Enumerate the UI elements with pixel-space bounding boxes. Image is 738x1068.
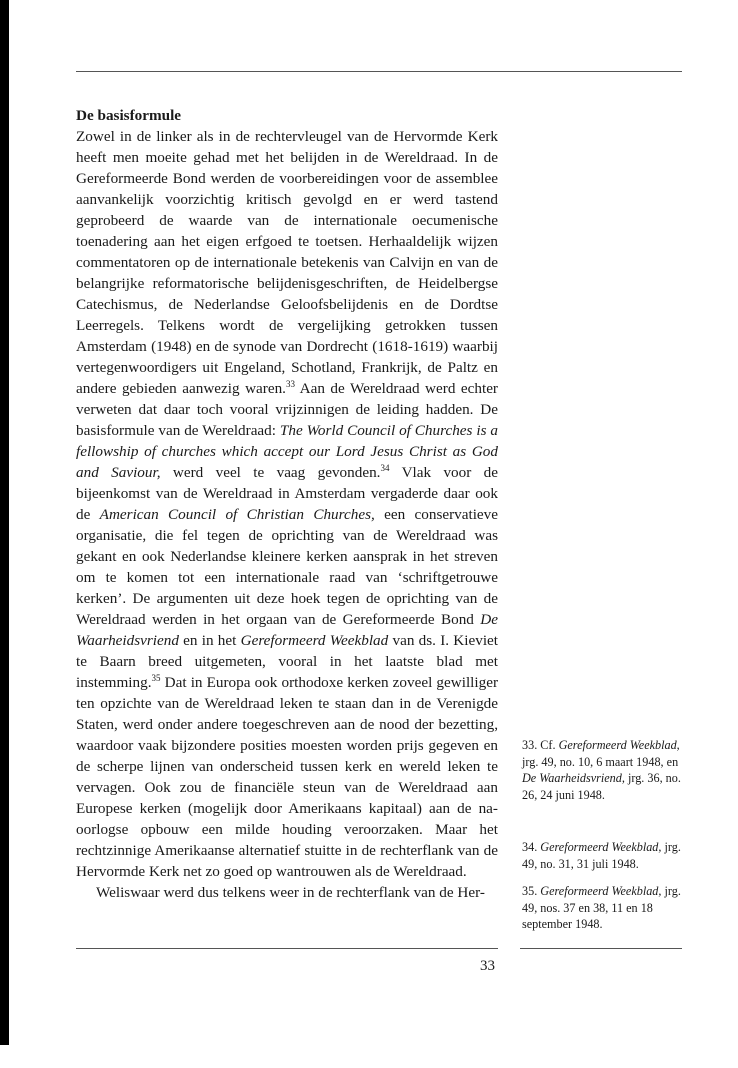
body-paragraph-continued: Weliswaar werd dus telkens weer in de rechterflank van de Her- (96, 884, 485, 901)
footnote-italic: Gereformeerd Weekblad, (558, 738, 680, 752)
footnote-ref-34[interactable]: 34 (380, 463, 390, 473)
text-span: van ds. I. Kieviet te Baarn breed uitgemeten, vooral in het laatste blad met instemming. (76, 632, 499, 691)
footnote-text: jrg. 36, no. 26, 24 juni 1948. (522, 771, 681, 802)
text-span: Vlak voor de bijeenkomst van de Wereldraad in Amsterdam vergaderde daar ook de (76, 464, 499, 523)
text-span: en in het (178, 632, 241, 649)
footnote-italic: De Waarheidsvriend, (522, 771, 625, 785)
text-span: Aan de Wereldraad werd echter verweten dat daar toch vooral vrijzinnigen de leiding hadden. De basisformule van de Wereldraad: (76, 380, 498, 439)
text-span: werd veel te vaag gevonden. (160, 464, 381, 481)
footnote-ref-35[interactable]: 35 (151, 673, 161, 683)
footnote-33 (522, 737, 684, 803)
footnote-ref-33[interactable]: 33 (285, 379, 295, 389)
text-span: een conservatieve organisatie, die fel tegen de oprichting van de Wereldraad was gekant en ook Nederlandse kleinere kerken aansprak in het streven om te komen tot een internationale raad van ‘schriftgetrouwe kerken’. De argumenten uit deze hoek tegen de oprichting van de Wereldraad werden in het orgaan van de Gereformeerde Bond (76, 506, 498, 628)
italic-quote: The World Council of Churches is a fellowship of churches which accept our Lord Jesus Christ as God and Saviour, (76, 422, 498, 481)
footnote-text: jrg. 49, no. 31, 31 juli 1948. (522, 840, 681, 871)
bottom-rule-main (76, 948, 498, 949)
italic-publication: De Waarheidsvriend (76, 611, 498, 649)
footnote-italic: Gereformeerd Weekblad, (540, 840, 662, 854)
scan-edge-bar (0, 0, 9, 1045)
italic-publication: Gereformeerd Weekblad (240, 632, 389, 649)
footnote-35 (522, 883, 684, 933)
footnote-italic: Gereformeerd Weekblad, (540, 884, 662, 898)
bottom-rule-notes (520, 948, 682, 949)
text-span: Dat in Europa ook orthodoxe kerken zoveel gewilliger ten opzichte van de Wereldraad leken te staan dan in de Verenigde Staten, werd onder andere toegeschreven aan de nood der bezetting, waardoor vaak bijzondere posities moesten worden prijs gegeven en de scherpe lijnen van onderscheid tussen kerk en wereld leken te vervagen. Ook zou de financiële steun van de Wereldraad aan Europese kerken (mogelijk door Amerikaans kapitaal) aan de na-oorlogse opbouw een milde houding veroorzaken. Maar het rechtzinnige Amerikaanse alternatief stuitte in de rechterflank van de Hervormde Kerk net zo goed op wantrouwen als de Wereldraad. (76, 674, 498, 880)
footnote-text: jrg. 49, no. 10, 6 maart 1948, en (522, 754, 679, 769)
text-span: Zowel in de linker als in de rechtervleugel van de Hervormde Kerk heeft men moeite gehad met het belijden in de Wereldraad. In de Gereformeerde Bond werden de voorbereidingen voor de assemblee aanvankelijk voorzichtig kritisch gevolgd en er werd tastend geprobeerd de waarde van de internationale oecumenische toenadering aan het eigen erfgoed te toetsen. Herhaaldelijk wijzen commentatoren op de internationale betekenis van Calvijn en van de belangrijke reformatorische belijdenisgeschriften, de Heidelbergse Catechismus, de Nederlandse Geloofsbelijdenis en de Dordtse Leerregels. Telkens wordt de vergelijking getrokken tussen Amsterdam (1948) en de synode van Dordrecht (1618-1619) waarbij vertegenwoordigers uit Engeland, Schotland, Frankrijk, de Paltz en andere gebieden aanwezig waren. (76, 128, 498, 397)
body-paragraph (76, 126, 498, 882)
top-rule (76, 71, 682, 72)
main-text-column (76, 105, 498, 903)
italic-org-name: American Council of Christian Churches, (99, 506, 375, 523)
section-heading: De basisformule (76, 107, 182, 124)
footnote-text: jrg. 49, nos. 37 en 38, 11 en 18 september 1948. (522, 884, 681, 931)
footnote-text: 34. (522, 840, 541, 854)
footnote-text: 33. Cf. (522, 738, 559, 752)
page-number: 33 (480, 958, 495, 974)
footnote-34 (522, 839, 684, 872)
footnote-text: 35. (522, 884, 541, 898)
